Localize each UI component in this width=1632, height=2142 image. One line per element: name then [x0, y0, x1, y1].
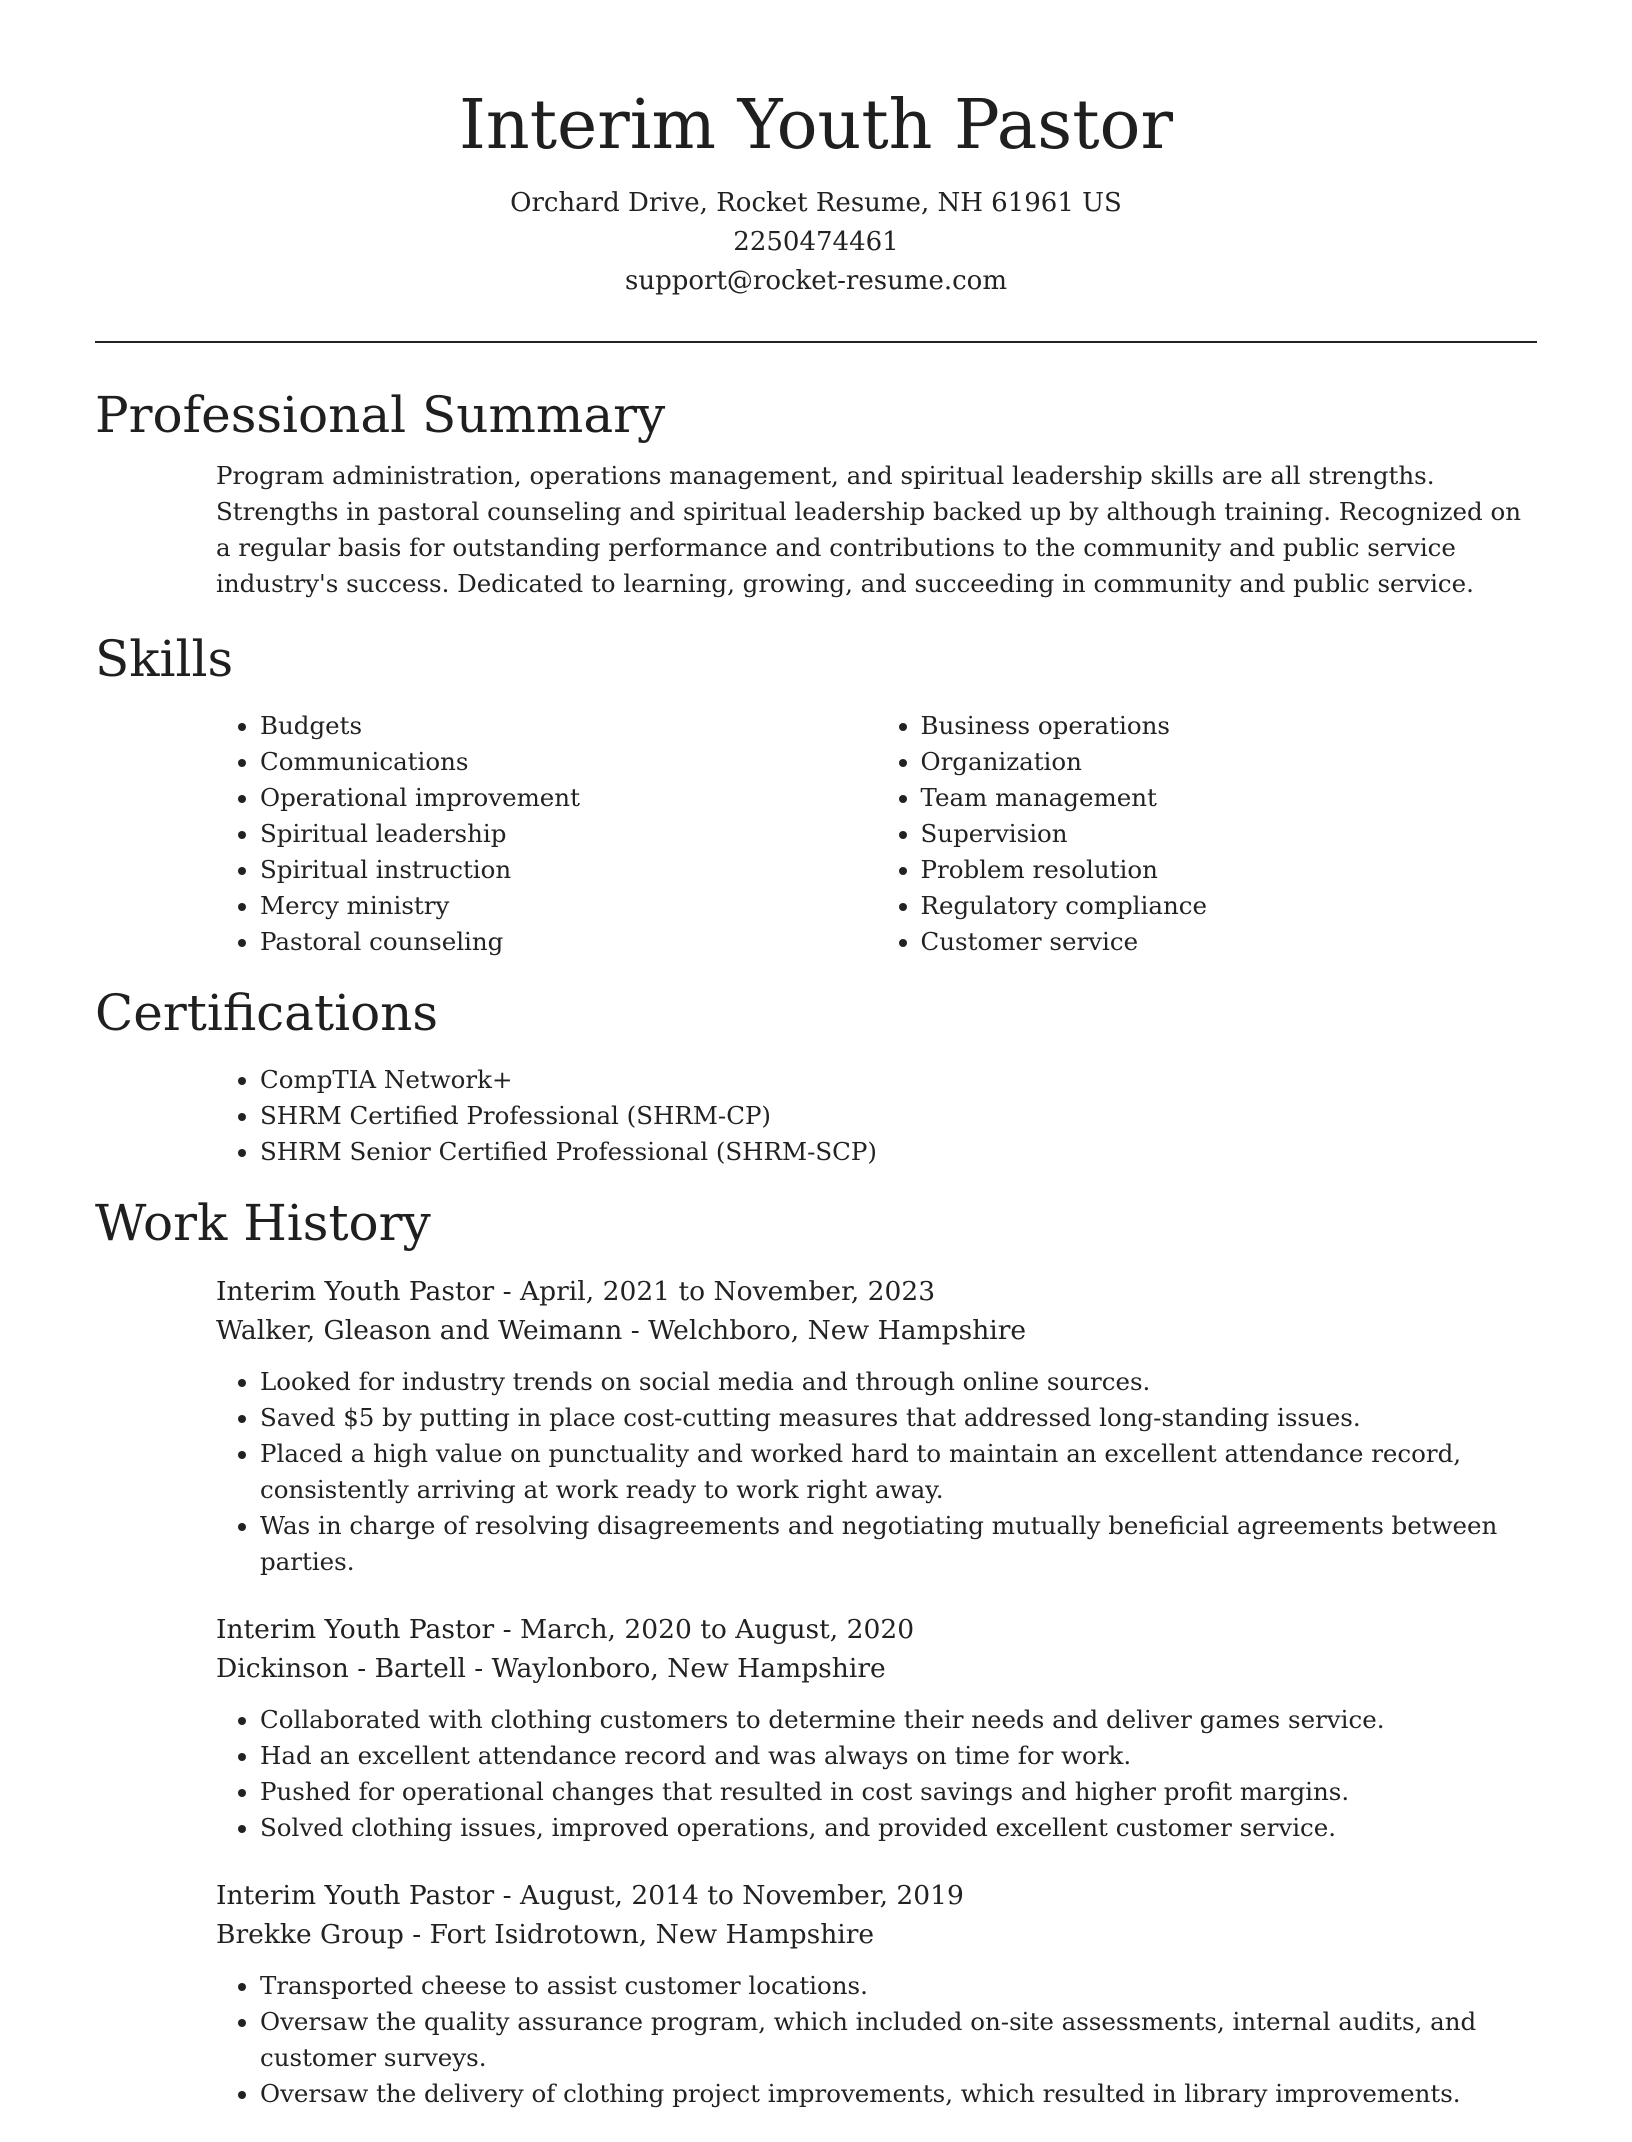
- job-title: Interim Youth Pastor: [216, 1614, 495, 1645]
- skill-item: • Team management: [921, 780, 1538, 816]
- job-entry: [216, 1610, 1537, 1846]
- certifications-section: [95, 978, 1537, 1170]
- contact-block: [0, 184, 1632, 301]
- header-divider: [95, 341, 1537, 343]
- skill-item: • Spiritual instruction: [260, 852, 877, 888]
- job-bullets: [216, 1702, 1537, 1846]
- job-title-line: [216, 1610, 1537, 1649]
- skills-heading: Skills: [95, 630, 234, 688]
- job-company: Brekke Group: [216, 1919, 404, 1950]
- resume-name: Interim Youth Pastor: [459, 86, 1173, 165]
- job-location: - Fort Isidrotown, New Hampshire: [403, 1919, 875, 1950]
- skill-item: • Pastoral counseling: [260, 924, 877, 960]
- certification-item: • SHRM Certified Professional (SHRM-CP): [260, 1098, 1537, 1134]
- job-company: Dickinson - Bartell: [216, 1653, 466, 1684]
- job-bullets: [216, 1968, 1537, 2112]
- skill-item: • Supervision: [921, 816, 1538, 852]
- job-bullet: • Solved clothing issues, improved operations, and provided excellent customer service.: [260, 1810, 1537, 1846]
- job-dates: - August, 2014 to November, 2019: [494, 1880, 964, 1911]
- skill-item: • Budgets: [260, 708, 877, 744]
- job-entry: [216, 1272, 1537, 1580]
- summary-heading: Professional Summary: [95, 386, 666, 444]
- job-title-line: [216, 1876, 1537, 1915]
- skills-section: [95, 624, 1537, 960]
- job-company: Walker, Gleason and Weimann: [216, 1315, 623, 1346]
- summary-section: [95, 380, 1537, 602]
- job-bullet: • Looked for industry trends on social media and through online sources.: [260, 1364, 1537, 1400]
- job-bullet: • Oversaw the quality assurance program, which included on-site assessments, internal audits, and customer surveys.: [260, 2004, 1537, 2076]
- resume-body: [95, 380, 1537, 2142]
- work-history-heading: Work History: [95, 1194, 431, 1252]
- job-bullet: • Oversaw the delivery of clothing project improvements, which resulted in library improvements.: [260, 2076, 1537, 2112]
- job-bullet: • Placed a high value on punctuality and worked hard to maintain an excellent attendance record, consistently arriving at work ready to work right away.: [260, 1436, 1537, 1508]
- skill-item: • Customer service: [921, 924, 1538, 960]
- job-location: - Waylonboro, New Hampshire: [465, 1653, 886, 1684]
- job-bullet: • Pushed for operational changes that resulted in cost savings and higher profit margins.: [260, 1774, 1537, 1810]
- job-bullet: • Was in charge of resolving disagreements and negotiating mutually beneficial agreements between parties.: [260, 1508, 1537, 1580]
- certifications-list: [216, 1062, 1537, 1170]
- skills-columns: [216, 708, 1537, 960]
- job-bullets: [216, 1364, 1537, 1580]
- certification-item: • SHRM Senior Certified Professional (SHRM-SCP): [260, 1134, 1537, 1170]
- work-history-section: [95, 1188, 1537, 2112]
- job-entry: [216, 1876, 1537, 2112]
- job-title: Interim Youth Pastor: [216, 1276, 495, 1307]
- phone: 2250474461: [733, 227, 899, 257]
- job-company-line: [216, 1915, 1537, 1954]
- job-company-line: [216, 1311, 1537, 1350]
- job-dates: - March, 2020 to August, 2020: [494, 1614, 915, 1645]
- skills-left-list: [216, 708, 877, 960]
- certifications-heading: Certifications: [95, 984, 439, 1042]
- skill-item: • Spiritual leadership: [260, 816, 877, 852]
- skill-item: • Regulatory compliance: [921, 888, 1538, 924]
- email: support@rocket-resume.com: [624, 266, 1007, 296]
- skills-right-list: [877, 708, 1538, 960]
- job-title: Interim Youth Pastor: [216, 1880, 495, 1911]
- skill-item: • Problem resolution: [921, 852, 1538, 888]
- skill-item: • Business operations: [921, 708, 1538, 744]
- skill-item: • Organization: [921, 744, 1538, 780]
- summary-text: Program administration, operations management, and spiritual leadership skills are all strengths. Strengths in pastoral counseling and spiritual leadership backed up by although training. Recognized on a regular basis for outstanding performance and contributions to the community and public service industry's success. Dedicated to learning, growing, and succeeding in community and public service.: [216, 461, 1521, 598]
- skill-item: • Mercy ministry: [260, 888, 877, 924]
- job-bullet: • Collaborated with clothing customers to determine their needs and deliver games service.: [260, 1702, 1537, 1738]
- certification-item: • CompTIA Network+: [260, 1062, 1537, 1098]
- job-title-line: [216, 1272, 1537, 1311]
- resume-header: [0, 82, 1632, 301]
- job-bullet: • Had an excellent attendance record and was always on time for work.: [260, 1738, 1537, 1774]
- skill-item: • Operational improvement: [260, 780, 877, 816]
- address: Orchard Drive, Rocket Resume, NH 61961 US: [510, 188, 1122, 218]
- job-dates: - April, 2021 to November, 2023: [494, 1276, 936, 1307]
- job-location: - Welchboro, New Hampshire: [622, 1315, 1027, 1346]
- job-bullet: • Transported cheese to assist customer locations.: [260, 1968, 1537, 2004]
- skill-item: • Communications: [260, 744, 877, 780]
- job-company-line: [216, 1649, 1537, 1688]
- job-bullet: • Saved $5 by putting in place cost-cutting measures that addressed long-standing issues.: [260, 1400, 1537, 1436]
